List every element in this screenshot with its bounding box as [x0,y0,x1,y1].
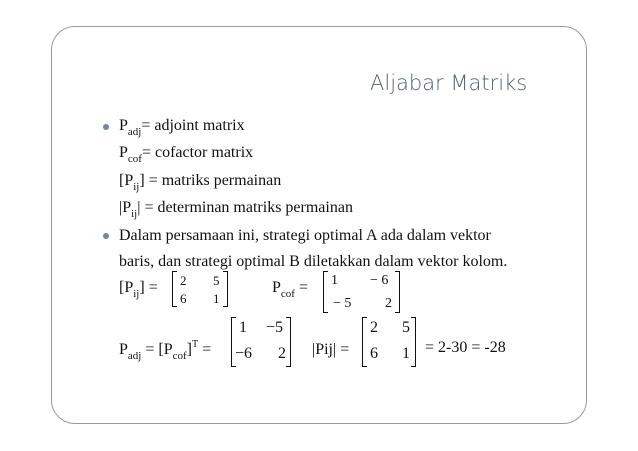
eq2-lhs: $P_{cof}$ = [272,279,308,300]
slide-title: Aljabar Matriks [370,71,528,95]
eq1-cell: 2 [180,273,187,288]
eq4-cell: 1 [402,345,410,362]
def-cof: $P_{cof}=$ cofactor matrix [119,144,254,165]
eq3-bracket-right [286,317,291,367]
def-adj: $P_{adj}=$ adjoint matrix [119,117,245,138]
def-pij: $[P_{ij}]$ = matriks permainan [119,172,282,193]
eq1-cell: 6 [180,291,187,306]
eq3-cell: −6 [235,345,253,362]
bullet-icon [103,124,109,130]
eq4-result: = 2-30 = -28 [425,339,506,356]
eq4-cell: 5 [402,319,410,336]
eq1-bracket-left [172,271,177,307]
eq3-cell: 2 [278,345,286,362]
eq4-lhs: |Pij| = [312,341,350,358]
bullet-icon [103,233,109,239]
eq3-lhs: $P_{adj} = [P_{cof}]^T$ = [119,339,212,362]
eq4-cell: 6 [370,345,378,362]
eq1-lhs: $[P_{ij}]$ = [119,279,158,300]
eq2-cell: − 5 [333,296,352,311]
paragraph-line-1: Dalam persamaan ini, strategi optimal A ada dalam vektor [119,227,491,244]
eq4-bracket-right [411,317,416,367]
paragraph-line-2: baris, dan strategi optimal B diletakkan dalam vektor kolom. [119,253,508,270]
eq4-bracket-left [362,317,367,367]
eq1-cell: 5 [213,273,220,288]
eq2-cell: − 6 [370,273,389,288]
eq2-cell: 1 [331,273,338,288]
eq1-cell: 1 [213,291,220,306]
eq3-cell: −5 [266,319,284,336]
eq4-cell: 2 [370,319,378,336]
eq2-bracket-left [323,271,328,313]
eq1-bracket-right [223,271,228,307]
eq2-bracket-right [395,271,400,313]
eq3-cell: 1 [239,319,247,336]
def-det-pij: $|P_{ij}|$ = determinan matriks permainan [119,199,353,220]
eq2-cell: 2 [385,296,392,311]
